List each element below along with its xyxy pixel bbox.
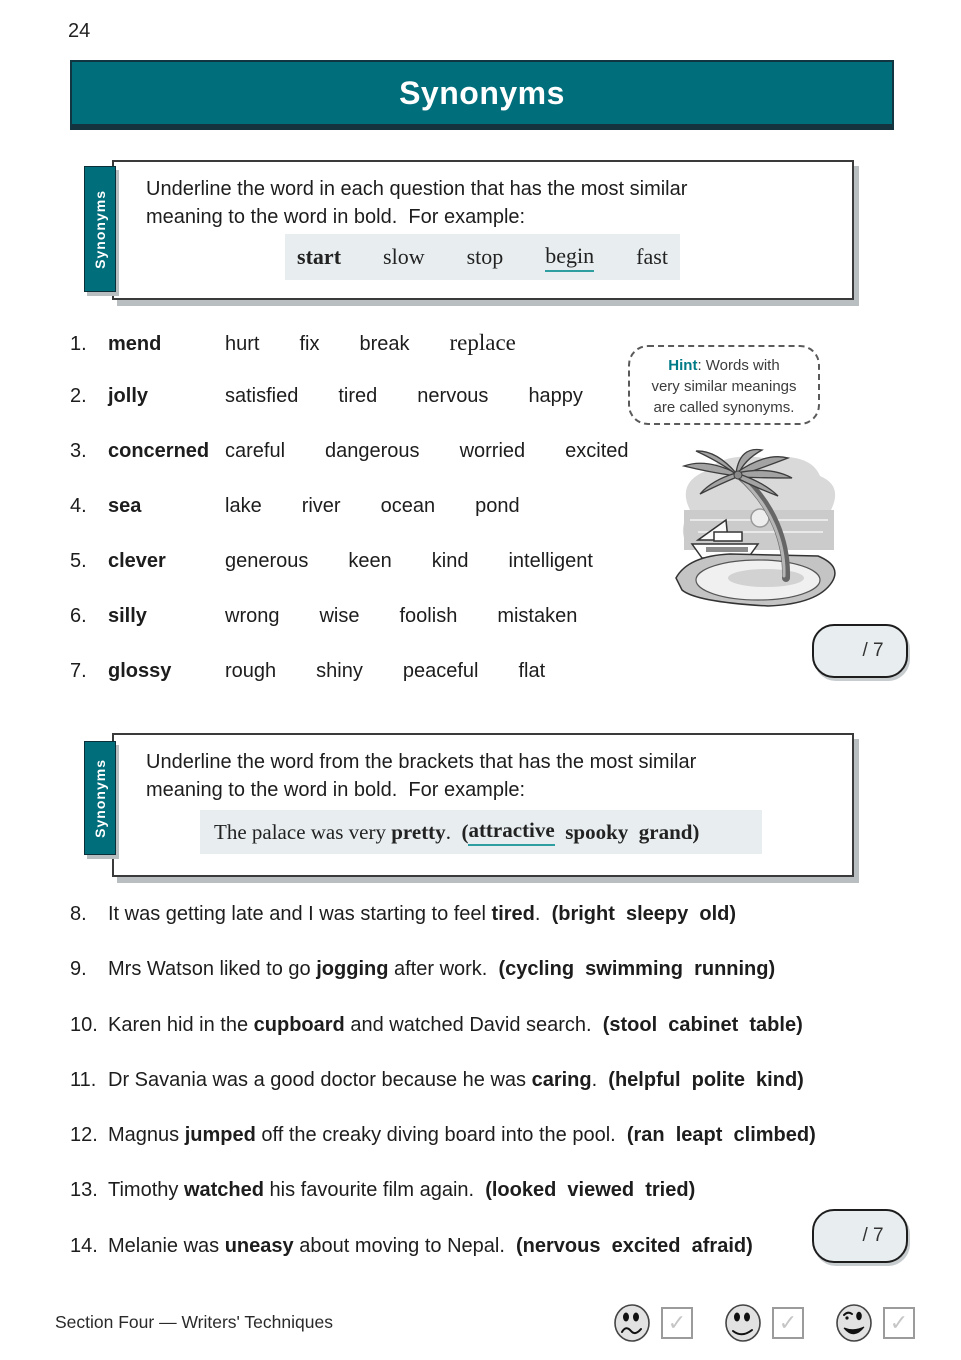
- question-sentence: [108, 1014, 803, 1037]
- instruction-line: Underline the word from the brackets that has the most similar: [146, 751, 697, 773]
- text-segment: Mrs Watson liked to go: [108, 958, 317, 981]
- example-sentence: [200, 810, 762, 854]
- page-header: [70, 60, 894, 130]
- island-illustration: [668, 448, 850, 614]
- text-segment: .: [445, 819, 462, 844]
- text-segment: pretty: [391, 819, 446, 844]
- text-segment: tired: [491, 903, 535, 925]
- question-row: [70, 495, 770, 550]
- text-segment: (cycling swimming running): [498, 958, 776, 981]
- text-segment: shiny: [316, 660, 363, 682]
- question-sentence: [108, 903, 736, 926]
- question-number: 4.: [70, 495, 87, 517]
- example-words: [285, 234, 680, 280]
- text-segment: (: [461, 819, 469, 844]
- question-row: [70, 550, 770, 605]
- text-segment: fast: [636, 244, 668, 269]
- assessment-checkbox[interactable]: [661, 1307, 693, 1339]
- section-tab: [84, 741, 116, 855]
- text-segment: hurt: [225, 333, 260, 355]
- question-word: clever: [108, 550, 166, 572]
- section-tab: [84, 166, 116, 292]
- question-options: [225, 550, 593, 573]
- text-segment: fix: [299, 333, 320, 355]
- boat-stripe: [706, 547, 748, 552]
- question-word: concerned: [108, 440, 210, 462]
- text-segment: uneasy: [224, 1234, 294, 1257]
- instruction-line: Underline the word in each question that has the most similar: [146, 178, 688, 200]
- question-number: 12.: [70, 1124, 98, 1147]
- footer-section-title: Section Four — Writers' Techniques: [55, 1312, 333, 1332]
- section-tab-label: Synonyms: [92, 758, 108, 838]
- question-number: 5.: [70, 550, 87, 572]
- question-row: [70, 1235, 915, 1290]
- instruction-box-body: [112, 733, 854, 877]
- text-segment: jumped: [184, 1124, 256, 1147]
- question-number: 2.: [70, 385, 87, 407]
- text-segment: wise: [319, 605, 360, 627]
- text-segment: The palace was very: [214, 819, 392, 844]
- text-segment: excited: [565, 440, 629, 462]
- smiley-happy-icon: [834, 1302, 874, 1344]
- text-segment: .: [591, 1068, 609, 1091]
- text-segment: kind: [431, 550, 469, 572]
- text-segment: after work.: [388, 958, 499, 981]
- text-segment: keen: [348, 550, 392, 572]
- text-segment: stop: [466, 244, 504, 269]
- question-word: mend: [108, 333, 162, 355]
- question-number: 3.: [70, 440, 87, 462]
- hint-label: Hint: [668, 357, 698, 374]
- self-assessment-row: [612, 1302, 915, 1344]
- text-segment: (helpful polite kind): [608, 1068, 804, 1091]
- text-segment: (nervous excited afraid): [516, 1234, 753, 1257]
- hint-text: very similar meanings: [651, 378, 797, 395]
- question-options: [225, 440, 629, 463]
- text-segment: attractive: [468, 818, 554, 846]
- text-segment: .: [534, 903, 552, 925]
- coconut: [734, 471, 742, 479]
- question-row: [70, 1069, 915, 1124]
- text-segment: (bright sleepy old): [551, 903, 737, 925]
- page-title: Synonyms: [399, 74, 565, 111]
- text-segment: mistaken: [497, 605, 578, 627]
- text-segment: tired: [338, 385, 378, 407]
- instruction-text: [146, 175, 852, 231]
- text-segment: lake: [225, 495, 262, 517]
- question-row: [70, 440, 770, 495]
- text-segment: careful: [225, 440, 286, 462]
- question-options: [225, 660, 545, 683]
- question-list-2: [70, 903, 915, 1290]
- text-segment: (looked viewed tried): [485, 1179, 696, 1202]
- text-segment: generous: [225, 550, 309, 572]
- text-segment: watched: [183, 1179, 264, 1202]
- score-box-1[interactable]: [812, 624, 908, 678]
- question-options: [225, 330, 516, 356]
- palm-shadow: [728, 569, 804, 587]
- instruction-box-body: [112, 160, 854, 300]
- text-segment: (ran leapt climbed): [626, 1124, 816, 1147]
- text-segment: intelligent: [508, 550, 593, 572]
- question-word: sea: [108, 495, 142, 517]
- instruction-text: [146, 748, 852, 804]
- question-row: [70, 1179, 915, 1234]
- text-segment: about moving to Nepal.: [293, 1234, 517, 1257]
- question-number: 13.: [70, 1179, 98, 1202]
- text-segment: spooky grand): [554, 819, 700, 844]
- instruction-box-2: [84, 733, 850, 873]
- text-segment: Magnus: [108, 1124, 185, 1147]
- text-segment: and watched David search.: [344, 1013, 603, 1036]
- question-sentence: [108, 1235, 753, 1258]
- assessment-group-neutral: [723, 1302, 804, 1344]
- text-segment: replace: [449, 330, 516, 355]
- check-icon: ✓: [667, 1310, 687, 1335]
- text-segment: his favourite film again.: [263, 1179, 486, 1202]
- text-segment: satisfied: [225, 385, 299, 407]
- text-segment: Timothy: [108, 1179, 184, 1202]
- text-segment: pond: [475, 495, 520, 517]
- hint-box: [628, 345, 820, 425]
- question-number: 1.: [70, 333, 87, 355]
- score-box-2[interactable]: [812, 1209, 908, 1263]
- score-label: / 7: [862, 1225, 884, 1246]
- question-options: [225, 495, 520, 518]
- text-segment: Dr Savania was a good doctor because he was: [108, 1068, 532, 1091]
- text-segment: jogging: [316, 958, 389, 981]
- text-segment: Karen hid in the: [108, 1013, 254, 1036]
- text-segment: flat: [518, 660, 546, 682]
- text-segment: It was getting late and I was starting to feel: [108, 903, 492, 925]
- question-row: [70, 605, 770, 660]
- score-label: / 7: [862, 640, 884, 661]
- question-number: 14.: [70, 1234, 98, 1257]
- question-row: [70, 1124, 915, 1179]
- question-row: [70, 1014, 915, 1069]
- instruction-box-1: [84, 160, 850, 296]
- boat-cabin: [714, 532, 742, 541]
- text-segment: rough: [225, 660, 277, 682]
- assessment-checkbox[interactable]: [883, 1307, 915, 1339]
- question-row: [70, 660, 770, 715]
- text-segment: dangerous: [325, 440, 420, 462]
- instruction-line: meaning to the word in bold. For example:: [146, 206, 526, 228]
- question-row: [70, 903, 915, 958]
- check-icon: ✓: [889, 1310, 909, 1335]
- text-segment: break: [359, 333, 410, 355]
- text-segment: nervous: [417, 385, 489, 407]
- text-segment: cupboard: [253, 1013, 345, 1036]
- check-icon: ✓: [778, 1310, 798, 1335]
- text-segment: happy: [528, 385, 583, 407]
- question-options: [225, 385, 583, 408]
- text-segment: ocean: [380, 495, 436, 517]
- question-number: 6.: [70, 605, 87, 627]
- text-segment: river: [301, 495, 341, 517]
- question-word: glossy: [108, 660, 172, 682]
- question-sentence: [108, 1124, 816, 1147]
- text-segment: Melanie was: [108, 1234, 225, 1257]
- question-sentence: [108, 1069, 804, 1092]
- text-segment: (stool cabinet table): [602, 1013, 803, 1036]
- smiley-sad-icon: [612, 1302, 652, 1344]
- question-options: [225, 605, 577, 628]
- section-tab-label: Synonyms: [92, 189, 108, 269]
- question-sentence: [108, 1179, 695, 1202]
- assessment-checkbox[interactable]: [772, 1307, 804, 1339]
- question-number: 10.: [70, 1013, 98, 1036]
- question-number: 8.: [70, 903, 87, 925]
- text-segment: worried: [459, 440, 526, 462]
- question-number: 9.: [70, 958, 87, 981]
- smiley-neutral-icon: [723, 1302, 763, 1344]
- text-segment: wrong: [225, 605, 280, 627]
- page-number: 24: [68, 20, 91, 42]
- hint-text: : Words with: [697, 357, 780, 374]
- text-segment: slow: [383, 244, 425, 269]
- text-segment: start: [297, 244, 342, 269]
- assessment-group-happy: [834, 1302, 915, 1344]
- text-segment: peaceful: [402, 660, 479, 682]
- text-segment: caring: [531, 1068, 592, 1091]
- question-word: jolly: [108, 385, 149, 407]
- instruction-line: meaning to the word in bold. For example:: [146, 779, 526, 801]
- question-row: [70, 958, 915, 1013]
- question-number: 11.: [70, 1068, 97, 1091]
- question-number: 7.: [70, 660, 87, 682]
- question-sentence: [108, 958, 775, 981]
- assessment-group-sad: [612, 1302, 693, 1344]
- question-word: silly: [108, 605, 147, 627]
- text-segment: foolish: [399, 605, 458, 627]
- text-segment: begin: [545, 243, 594, 272]
- text-segment: off the creaky diving board into the pool.: [255, 1124, 627, 1147]
- hint-text: are called synonyms.: [653, 399, 795, 416]
